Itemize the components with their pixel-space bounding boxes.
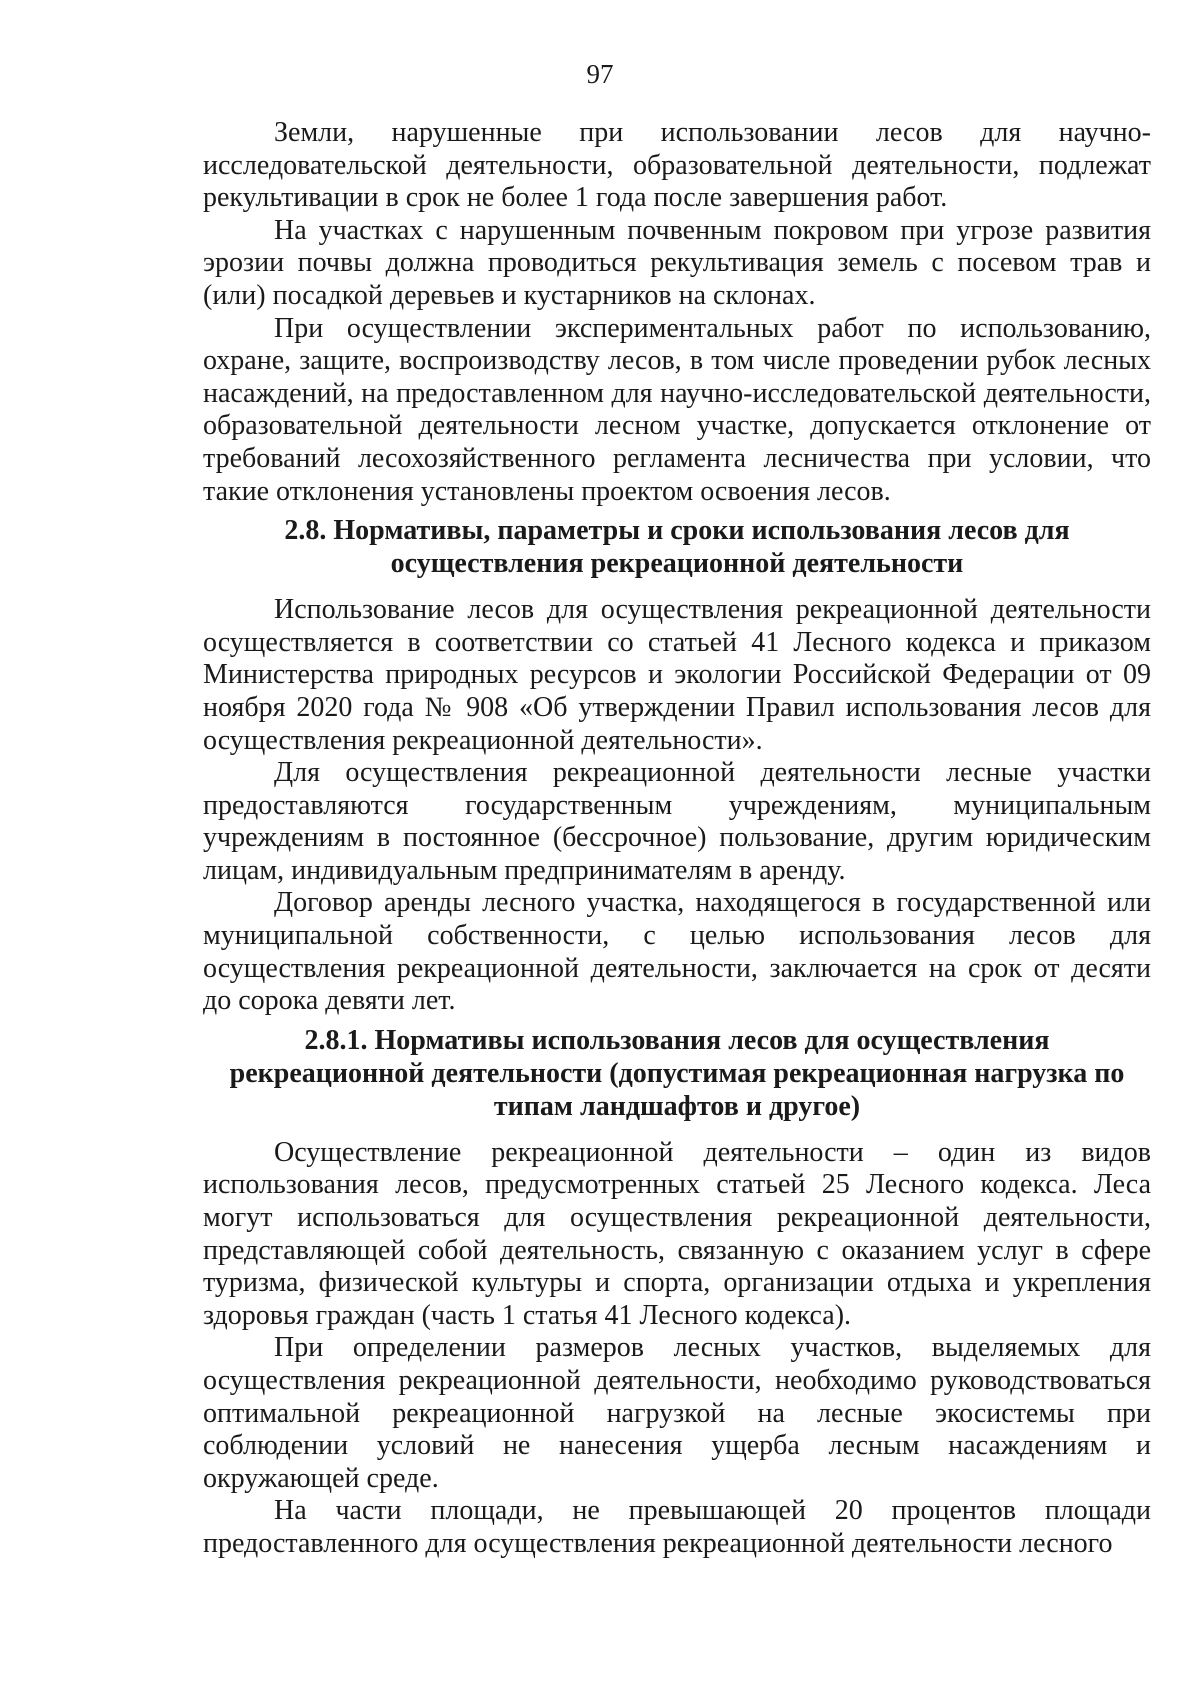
paragraph-area-limit: На части площади, не превышающей 20 процентов площади предоставленного для осуществления рекреационной деятельности лесного [203, 1495, 1151, 1559]
heading-line: 2.8. Нормативы, параметры и сроки использования лесов для [284, 515, 1070, 547]
heading-line: рекреационной деятельности (допустимая рекреационная нагрузка по [229, 1057, 1125, 1089]
paragraph-recreation-definition: Осуществление рекреационной деятельности – один из видов использования лесов, предусмотренных статьей 25 Лесного кодекса. Леса могут использоваться для осуществления рекреационной деятельности, представляющей собой деятельность, связанную с оказанием услуг в сфере туризма, физической культуры и спорта, организации отдыха и укрепления здоровья граждан (часть 1 статья 41 Лесного кодекса). [203, 1136, 1151, 1331]
paragraph-reclamation-terms: Земли, нарушенные при использовании лесов для научно-исследовательской деятельности, образовательной деятельности, подлежат рекультивации в срок не более 1 года после завершения работ. [203, 117, 1151, 214]
heading-line: 2.8.1. Нормативы использования лесов для осуществления [304, 1024, 1050, 1056]
section-heading-2-8 [203, 514, 1151, 580]
paragraph-land-provision: Для осуществления рекреационной деятельности лесные участки предоставляются государственным учреждениям, муниципальным учреждениям в постоянное (бессрочное) пользование, другим юридическим лицам, индивидуальным предпринимателям в аренду. [203, 757, 1151, 886]
heading-line: осуществления рекреационной деятельности [390, 548, 964, 580]
paragraph-lease-term: Договор аренды лесного участка, находящегося в государственной или муниципальной собственности, с целью использования лесов для осуществления рекреационной деятельности, заключается на срок от десяти до сорока девяти лет. [203, 887, 1151, 1017]
heading-line: типам ландшафтов и другое) [493, 1090, 861, 1122]
document-body [203, 117, 1151, 1561]
paragraph-experimental-works: При осуществлении экспериментальных работ по использованию, охране, защите, воспроизводству лесов, в том числе проведении рубок лесных насаждений, на предоставленном для научно-исследовательской деятельности, образовательной деятельности лесном участке, допускается отклонение от требований лесохозяйственного регламента лесничества при условии, что такие отклонения установлены проектом освоения лесов. [203, 312, 1151, 507]
paragraph-soil-erosion: На участках с нарушенным почвенным покровом при угрозе развития эрозии почвы должна проводиться рекультивация земель с посевом трав и (или) посадкой деревьев и кустарников на склонах. [203, 214, 1151, 311]
page-number: 97 [586, 59, 614, 89]
section-heading-2-8-1 [203, 1024, 1151, 1123]
paragraph-legal-basis: Использование лесов для осуществления рекреационной деятельности осуществляется в соответствии со статьей 41 Лесного кодекса и приказом Министерства природных ресурсов и экологии Российской Федерации от 09 ноября 2020 года № 908 «Об утверждении Правил использования лесов для осуществления рекреационной деятельности». [203, 594, 1151, 756]
paragraph-recreational-load: При определении размеров лесных участков, выделяемых для осуществления рекреационной деятельности, необходимо руководствоваться оптимальной рекреационной нагрузкой на лесные экосистемы при соблюдении условий не нанесения ущерба лесным насаждениям и окружающей среде. [203, 1332, 1151, 1494]
